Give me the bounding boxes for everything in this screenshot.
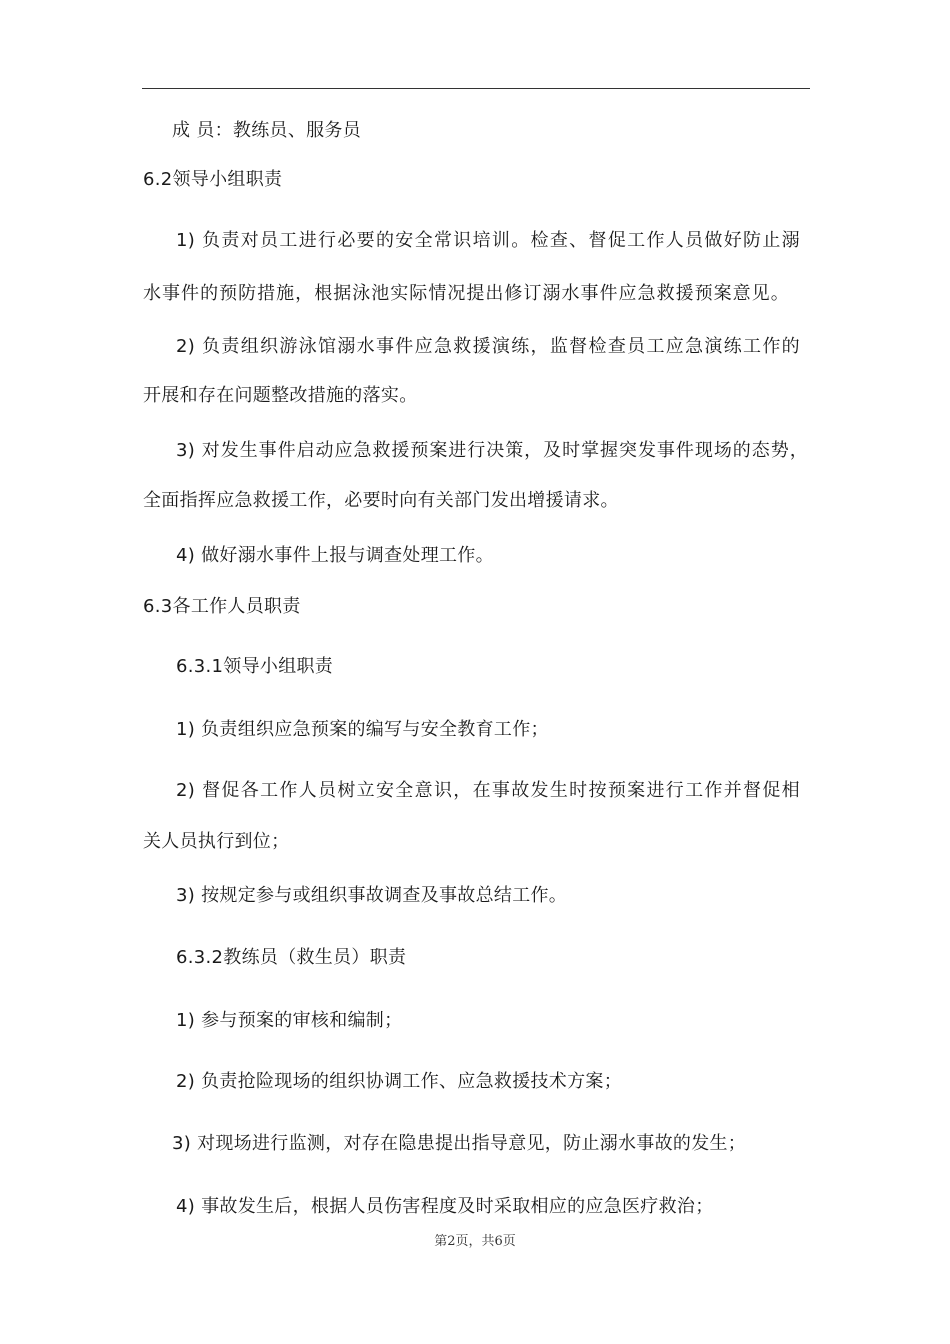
section-6-2-title: 6.2领导小组职责 — [143, 169, 283, 190]
s62-item2-line2: 开展和存在问题整改措施的落实。 — [143, 385, 418, 406]
header-rule — [142, 88, 810, 89]
page-number-footer: 第2页，共6页 — [434, 1234, 516, 1249]
s631-item1: 1) 负责组织应急预案的编写与安全教育工作； — [176, 719, 549, 740]
s631-item2-line1: 2) 督促各工作人员树立安全意识，在事故发生时按预案进行工作并督促相 — [176, 780, 800, 801]
s62-item4: 4) 做好溺水事件上报与调查处理工作。 — [176, 545, 494, 566]
s632-item4: 4) 事故发生后，根据人员伤害程度及时采取相应的应急医疗救治； — [176, 1196, 714, 1217]
section-6-3-1-title: 6.3.1领导小组职责 — [176, 656, 334, 677]
section-6-3-title: 6.3各工作人员职责 — [143, 596, 301, 617]
s62-item1-line2: 水事件的预防措施，根据泳池实际情况提出修订溺水事件应急救援预案意见。 — [143, 283, 789, 304]
section-6-3-2-title: 6.3.2教练员（救生员）职责 — [176, 947, 407, 968]
s631-item3: 3) 按规定参与或组织事故调查及事故总结工作。 — [176, 885, 568, 906]
s632-item2: 2) 负责抢险现场的组织协调工作、应急救援技术方案； — [176, 1071, 622, 1092]
s632-item3: 3) 对现场进行监测，对存在隐患提出指导意见，防止溺水事故的发生； — [172, 1133, 747, 1154]
s62-item3-line2: 全面指挥应急救援工作，必要时向有关部门发出增援请求。 — [143, 490, 619, 511]
s632-item1: 1) 参与预案的审核和编制； — [176, 1010, 403, 1031]
s62-item2-line1: 2) 负责组织游泳馆溺水事件应急救援演练，监督检查员工应急演练工作的 — [176, 336, 800, 357]
s631-item2-line2: 关人员执行到位； — [143, 831, 290, 852]
s62-item1-line1: 1) 负责对员工进行必要的安全常识培训。检查、督促工作人员做好防止溺 — [176, 230, 800, 251]
s62-item3-line1: 3) 对发生事件启动应急救援预案进行决策，及时掌握突发事件现场的态势， — [176, 440, 808, 461]
members-line: 成 员：教练员、服务员 — [172, 120, 362, 141]
